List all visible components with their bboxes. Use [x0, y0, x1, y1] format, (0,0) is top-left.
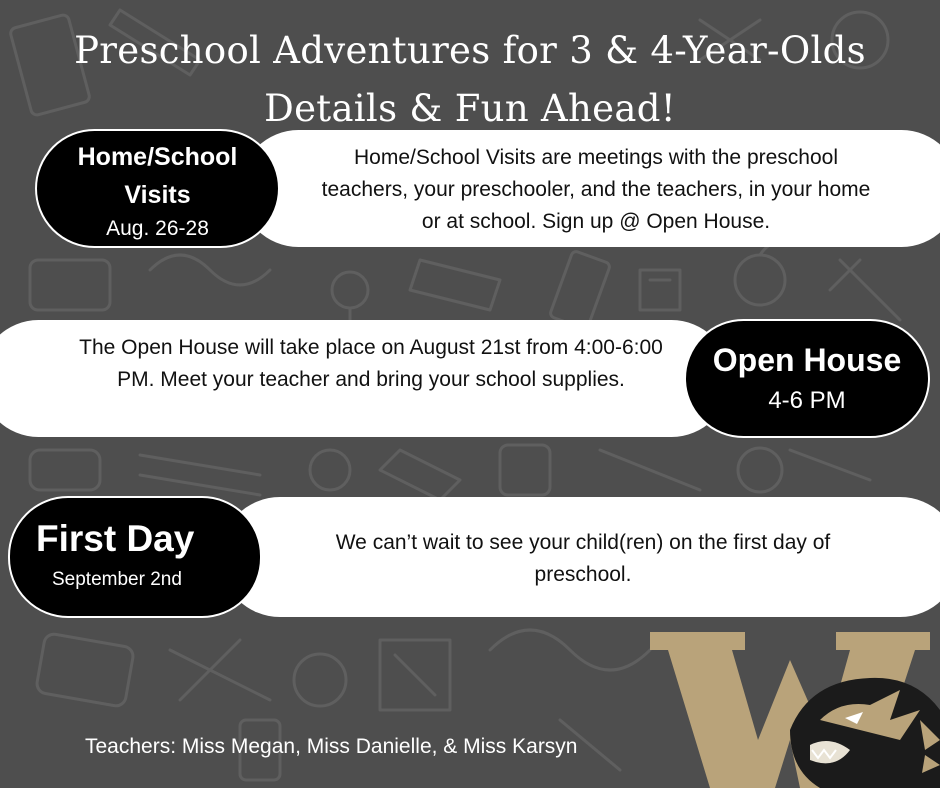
event-pill-first-day [8, 496, 262, 618]
teachers-line: Teachers: Miss Megan, Miss Danielle, & Miss Karsyn [85, 735, 578, 758]
event-title-visits: Visits [124, 180, 191, 209]
w-wildcat-logo-icon [640, 620, 940, 788]
event-description-home-school-visits: Home/School Visits are meetings with the preschool teachers, your preschooler, and the teachers, in your home or at school. Sign up @ Open House. [321, 146, 871, 233]
event-pill-open-house [684, 319, 930, 438]
page-title [0, 22, 940, 138]
event-date-first-day: September 2nd [52, 569, 182, 590]
event-description-first-day: We can’t wait to see your child(ren) on the first day of preschool. [335, 531, 831, 586]
event-date-open-house: 4-6 PM [768, 386, 846, 414]
event-description-open-house: The Open House will take place on August 21st from 4:00-6:00 PM. Meet your teacher and bring your school supplies. [79, 336, 663, 391]
event-pill-home-school-visits [35, 129, 280, 248]
title-line-1: Preschool Adventures for 3 & 4-Year-Olds [74, 29, 866, 72]
event-date-home-school-visits: Aug. 26-28 [106, 216, 209, 240]
event-title-home-school: Home/School [77, 142, 238, 171]
title-line-2: Details & Fun Ahead! [264, 87, 676, 130]
event-title-open-house: Open House [712, 341, 902, 378]
event-title-first-day: First Day [36, 518, 195, 559]
